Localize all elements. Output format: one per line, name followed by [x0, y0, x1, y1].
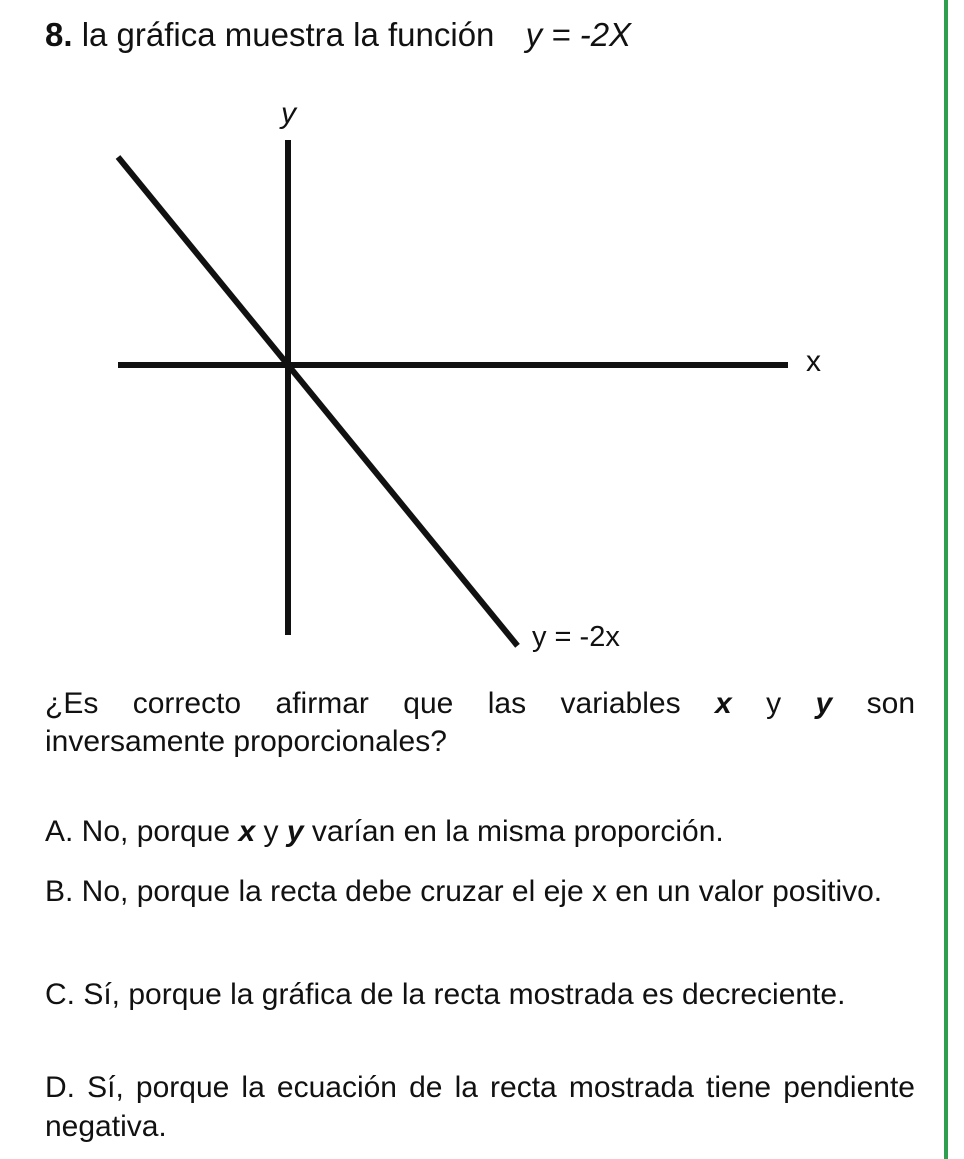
y-axis-label: y [281, 97, 296, 130]
prompt-part1: ¿Es correcto afirmar que las variables [45, 687, 681, 720]
line-label: y = -2x [532, 621, 620, 653]
question-intro: la gráfica muestra la función [81, 16, 495, 53]
question-number: 8. [45, 16, 73, 53]
option-d-text: D. Sí, porque la ecuación de la recta mostrada tiene pendiente negativa. [45, 1071, 915, 1143]
option-b-text: B. No, porque la recta debe cruzar el eje x en un valor positivo. [45, 875, 883, 908]
conj-y: y [766, 687, 782, 720]
question-prompt [45, 685, 915, 761]
option-c-text: C. Sí, porque la gráfica de la recta mostrada es decreciente. [45, 978, 846, 1011]
option-d[interactable] [45, 1068, 915, 1146]
function-equation: y = -2X [525, 16, 632, 53]
series-line-y-neg2x [118, 157, 518, 646]
option-c[interactable] [45, 975, 915, 1014]
option-a-conj: y [263, 815, 279, 848]
option-a-var-y: y [286, 815, 304, 848]
option-a-var-x: x [238, 815, 256, 848]
option-a-pre: A. No, porque [45, 815, 231, 848]
option-a[interactable] [45, 812, 915, 851]
prompt-part2: son [866, 687, 916, 720]
option-a-post: varían en la misma proporción. [311, 815, 724, 848]
option-b[interactable] [45, 872, 915, 911]
prompt-line-2: inversamente proporcionales? [45, 725, 447, 758]
x-axis-label: x [806, 345, 821, 378]
prompt-line-1 [45, 685, 915, 723]
var-y: y [815, 687, 833, 720]
var-x: x [715, 687, 732, 720]
